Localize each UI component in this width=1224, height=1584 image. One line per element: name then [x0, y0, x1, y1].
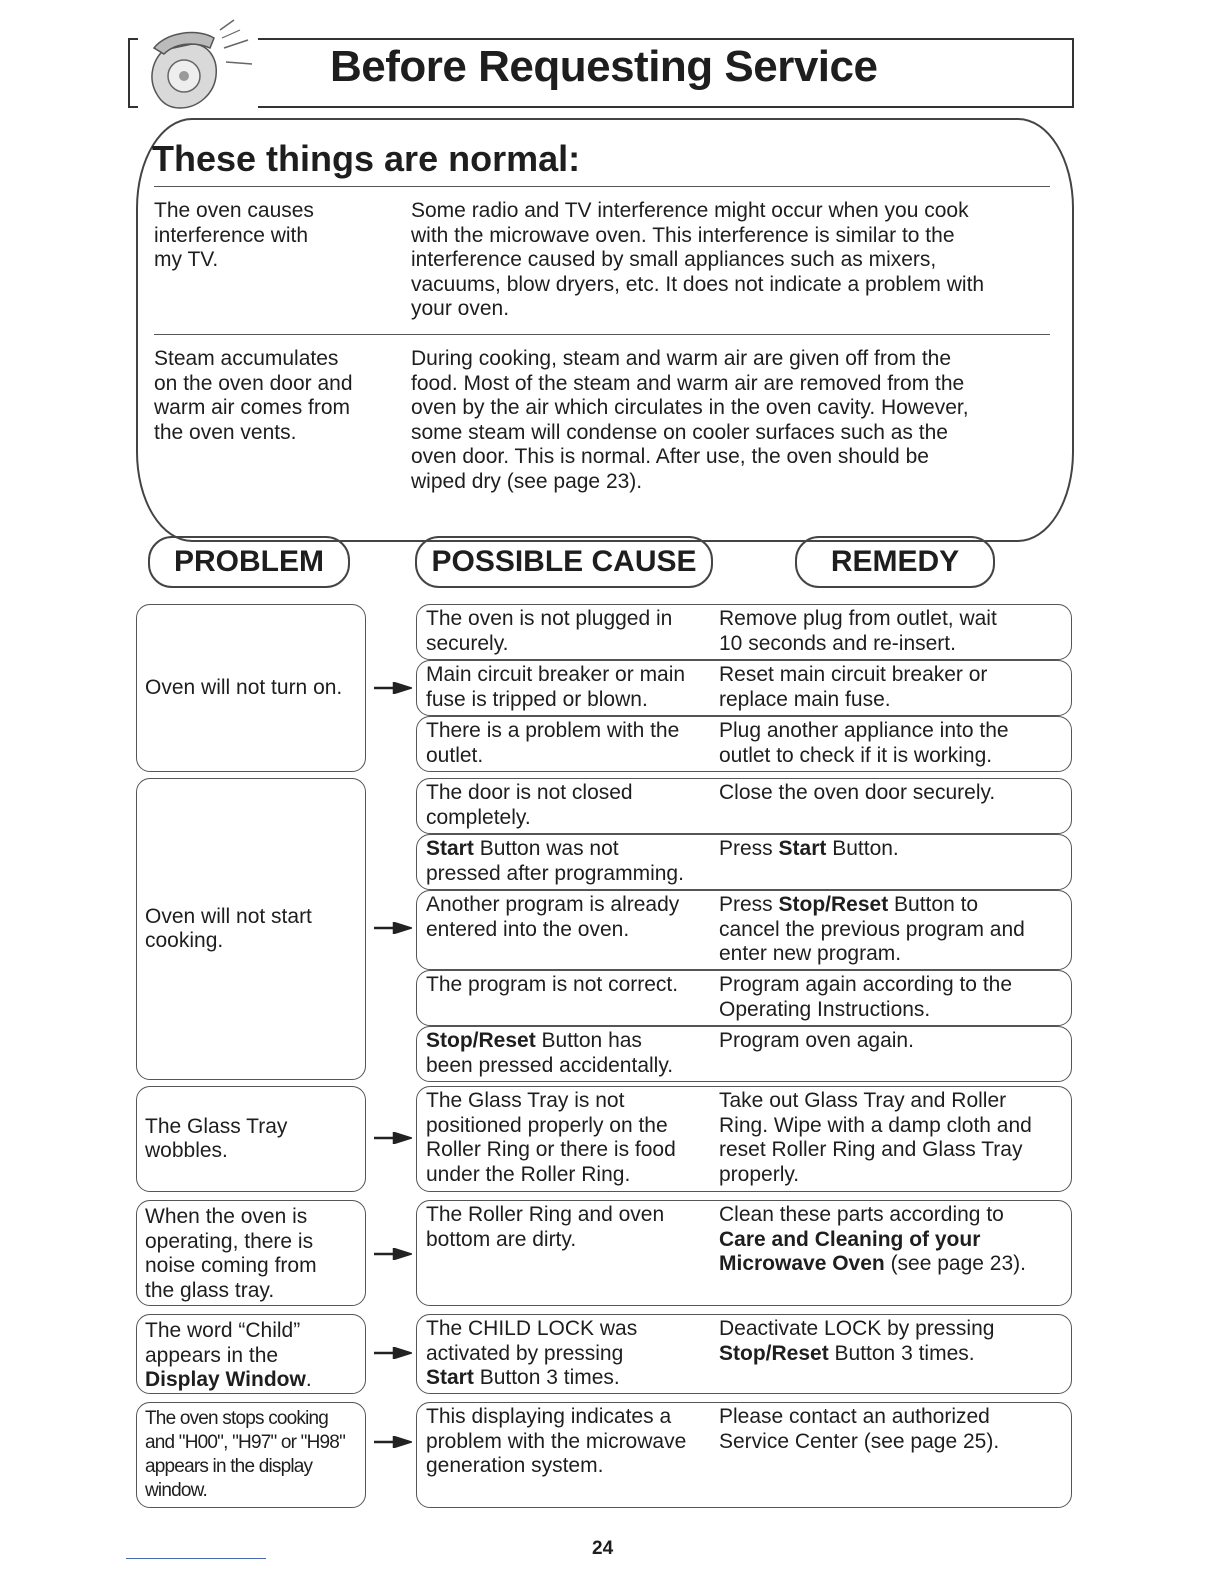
cause-remedy-row [416, 604, 1072, 660]
text-segment: completely. [426, 805, 531, 829]
arrow-right-icon [372, 1436, 412, 1448]
text-segment: The word “Child” [145, 1319, 301, 1342]
text-line [719, 1405, 1064, 1430]
text-segment: enter new program. [719, 942, 902, 965]
text-segment: Another program is already [426, 893, 680, 916]
text-line [426, 719, 711, 744]
text-line [426, 1405, 711, 1430]
text-line [145, 1368, 312, 1393]
text-line [719, 1138, 1064, 1163]
text-line [719, 1114, 1064, 1139]
cause-remedy-row [416, 778, 1072, 834]
remedy [719, 837, 1064, 862]
text-segment: been pressed accidentally. [426, 1053, 674, 1077]
text-line [426, 1054, 711, 1079]
remedy [719, 781, 1064, 806]
bold-term: Microwave Oven [719, 1252, 885, 1275]
page-title: Before Requesting Service [330, 42, 878, 91]
possible-cause [426, 1317, 711, 1391]
remedy [719, 719, 1064, 768]
bold-term: Stop/Reset [426, 1029, 536, 1052]
possible-cause [426, 663, 711, 712]
text-line [426, 1114, 711, 1139]
cause-remedy-row [416, 970, 1072, 1026]
text-segment: This displaying indicates a [426, 1405, 672, 1428]
text-line [719, 998, 1064, 1023]
cause-remedy-row [416, 1086, 1072, 1192]
remedy [719, 1405, 1064, 1454]
text-line [719, 1228, 1064, 1253]
text-line [719, 1029, 1064, 1054]
text-line [426, 1138, 711, 1163]
text-line [426, 1029, 711, 1054]
bold-term: Stop/Reset [719, 1341, 829, 1365]
bold-term: Start [426, 1366, 474, 1389]
cause-remedy-row [416, 834, 1072, 890]
text-line [426, 744, 711, 769]
possible-cause [426, 837, 711, 886]
text-line [719, 781, 1064, 806]
text-line [426, 1163, 711, 1188]
footer-line [126, 1558, 266, 1559]
text-segment: The Roller Ring and oven [426, 1203, 665, 1226]
remedy [719, 663, 1064, 712]
possible-cause [426, 893, 711, 942]
text-line [145, 1115, 287, 1140]
text-line [145, 1479, 345, 1503]
possible-cause [426, 1089, 711, 1187]
bold-term: Display Window [145, 1368, 306, 1391]
possible-cause [426, 719, 711, 768]
possible-cause [426, 973, 711, 998]
text-segment: and "H00", "H97" or "H98" [145, 1432, 346, 1453]
text-segment: Program again according to the [719, 973, 1013, 996]
text-segment: Button 3 times. [473, 1366, 620, 1389]
text-segment: positioned properly on the [426, 1113, 668, 1137]
text-segment: Press [719, 893, 779, 916]
problem-cell [136, 1086, 366, 1192]
text-segment: Service Center (see page 25). [719, 1429, 1000, 1453]
normal-explanation-2: During cooking, steam and warm air are given off from the food. Most of the steam and warm air are removed from the oven by the air which circulates in the oven cavity. However, some steam will condense on cooler surfaces such as the oven door. This is normal. After use, the oven should be wiped dry (see page 23). [411, 347, 969, 493]
text-segment: Clean these parts according to [719, 1203, 1004, 1226]
normal-issue-2: Steam accumulates on the oven door and warm air comes from the oven vents. [154, 347, 353, 444]
text-line [145, 1279, 317, 1304]
text-line [719, 607, 1064, 632]
text-line [145, 1431, 345, 1455]
text-segment: Close the oven door securely. [719, 781, 996, 804]
bold-term: Start [778, 837, 827, 860]
problem-cell [136, 604, 366, 772]
text-line [426, 632, 711, 657]
text-line [426, 781, 711, 806]
text-line [145, 1205, 317, 1230]
text-line [719, 1089, 1064, 1114]
text-line [426, 1366, 711, 1391]
text-line [145, 676, 342, 701]
text-line [145, 1319, 312, 1344]
text-segment: Oven will not start [145, 904, 312, 928]
possible-cause [426, 1203, 711, 1252]
text-line [426, 862, 711, 887]
text-segment: The oven is not plugged in [426, 607, 673, 630]
text-line [145, 1455, 345, 1479]
text-line [719, 663, 1064, 688]
text-segment: Remove plug from outlet, wait [719, 607, 997, 630]
text-segment: the glass tray. [145, 1278, 275, 1302]
text-line [145, 905, 312, 930]
text-line [426, 893, 711, 918]
remedy [719, 1317, 1064, 1366]
normal-explanation-1: Some radio and TV interference might occur when you cook with the microwave oven. This interference is similar to the interference caused by small appliances such as mixers, vacuums, blow dryers, etc. It does not indicate a problem with your oven. [411, 199, 985, 320]
divider [154, 186, 1050, 187]
column-header-cause: POSSIBLE CAUSE [415, 536, 713, 588]
remedy [719, 607, 1064, 656]
text-line [719, 744, 1064, 769]
text-segment: When the oven is [145, 1205, 308, 1228]
text-segment: generation system. [426, 1454, 604, 1477]
text-line [426, 837, 711, 862]
text-line [719, 1317, 1064, 1342]
text-segment: Button was not [473, 837, 619, 860]
cause-remedy-row [416, 716, 1072, 772]
text-line [719, 1430, 1064, 1455]
text-line [719, 1163, 1064, 1188]
arrow-right-icon [372, 922, 412, 934]
bold-term: Start [426, 837, 474, 860]
text-segment: pressed after programming. [426, 861, 684, 885]
text-line [145, 1230, 317, 1255]
cause-remedy-row [416, 1402, 1072, 1508]
problem-cell [136, 1314, 366, 1394]
text-segment: Button to [888, 893, 979, 916]
normal-section-title: These things are normal: [152, 138, 581, 179]
text-segment: cooking. [145, 929, 224, 952]
text-segment: Reset main circuit breaker or [719, 663, 988, 686]
text-segment: Roller Ring or there is food [426, 1138, 676, 1161]
text-segment: replace main fuse. [719, 687, 891, 711]
text-line [145, 1139, 287, 1164]
text-line [426, 918, 711, 943]
remedy [719, 1089, 1064, 1187]
text-line [426, 1317, 711, 1342]
text-segment: under the Roller Ring. [426, 1162, 631, 1186]
text-segment: Button 3 times. [828, 1341, 975, 1365]
text-segment: Press [719, 837, 779, 860]
text-segment: securely. [426, 631, 509, 655]
telephone-icon [136, 18, 256, 118]
text-line [719, 942, 1064, 967]
text-segment: . [305, 1368, 312, 1391]
text-segment: Program oven again. [719, 1029, 914, 1052]
remedy [719, 1203, 1064, 1277]
text-segment: problem with the microwave [426, 1429, 687, 1453]
text-line [719, 719, 1064, 744]
text-segment: Ring. Wipe with a damp cloth and [719, 1113, 1032, 1137]
text-line [719, 918, 1064, 943]
text-segment: Oven will not turn on. [145, 675, 343, 699]
cause-remedy-row [416, 1314, 1072, 1394]
bold-term: Care and Cleaning of your [719, 1227, 981, 1251]
text-line [426, 1203, 711, 1228]
text-segment: The CHILD LOCK was [426, 1317, 638, 1340]
text-line [719, 973, 1064, 998]
text-segment: properly. [719, 1162, 800, 1186]
text-line [426, 688, 711, 713]
text-segment: The Glass Tray [145, 1114, 288, 1138]
text-segment: outlet. [426, 743, 484, 767]
text-segment: Plug another appliance into the [719, 719, 1009, 742]
cause-remedy-row [416, 1026, 1072, 1082]
text-line [426, 607, 711, 632]
text-line [719, 1252, 1064, 1277]
text-line [426, 1454, 711, 1479]
cause-remedy-row [416, 660, 1072, 716]
text-line [145, 1344, 312, 1369]
page-number: 24 [592, 1538, 614, 1559]
text-segment: wobbles. [145, 1139, 228, 1162]
cause-remedy-row [416, 1200, 1072, 1306]
text-segment: cancel the previous program and [719, 917, 1025, 941]
text-segment: activated by pressing [426, 1341, 624, 1365]
column-header-problem: PROBLEM [148, 536, 350, 588]
text-line [426, 806, 711, 831]
possible-cause [426, 1405, 711, 1479]
text-segment: (see page 23). [884, 1252, 1026, 1275]
text-line [719, 1203, 1064, 1228]
text-segment: Deactivate LOCK by pressing [719, 1317, 995, 1340]
text-segment: The oven stops cooking [145, 1408, 329, 1429]
divider [154, 334, 1050, 335]
arrow-right-icon [372, 1347, 412, 1359]
text-line [426, 1089, 711, 1114]
problem-cell [136, 1200, 366, 1306]
remedy [719, 973, 1064, 1022]
arrow-right-icon [372, 1132, 412, 1144]
text-segment: operating, there is [145, 1229, 314, 1253]
arrow-right-icon [372, 682, 412, 694]
text-segment: 10 seconds and re-insert. [719, 631, 956, 655]
text-line [719, 688, 1064, 713]
text-line [426, 663, 711, 688]
text-line [719, 837, 1064, 862]
text-line [426, 973, 711, 998]
text-segment: Button has [535, 1029, 642, 1052]
remedy [719, 1029, 1064, 1054]
text-segment: noise coming from [145, 1254, 317, 1277]
problem-cell [136, 1402, 366, 1508]
arrow-right-icon [372, 1248, 412, 1260]
normal-issue-1: The oven causes interference with my TV. [154, 199, 314, 271]
column-header-remedy: REMEDY [795, 536, 995, 588]
text-segment: Button. [826, 837, 899, 860]
possible-cause [426, 1029, 711, 1078]
text-segment: outlet to check if it is working. [719, 743, 993, 767]
text-segment: The program is not correct. [426, 973, 679, 996]
text-segment: Please contact an authorized [719, 1405, 990, 1428]
text-segment: The door is not closed [426, 781, 633, 804]
bold-term: Stop/Reset [778, 893, 889, 916]
remedy [719, 893, 1064, 967]
text-line [719, 632, 1064, 657]
text-line [145, 1254, 317, 1279]
text-segment: The Glass Tray is not [426, 1089, 625, 1112]
text-line [426, 1430, 711, 1455]
text-segment: There is a problem with the [426, 719, 680, 742]
text-line [426, 1342, 711, 1367]
possible-cause [426, 607, 711, 656]
text-segment: reset Roller Ring and Glass Tray [719, 1138, 1023, 1161]
text-segment: appears in the display [145, 1456, 313, 1477]
text-segment: appears in the [145, 1343, 279, 1367]
possible-cause [426, 781, 711, 830]
problem-cell [136, 778, 366, 1080]
text-segment: Operating Instructions. [719, 997, 931, 1021]
text-segment: fuse is tripped or blown. [426, 687, 648, 711]
text-line [426, 1228, 711, 1253]
text-line [719, 893, 1064, 918]
cause-remedy-row [416, 890, 1072, 970]
text-segment: window. [145, 1480, 207, 1501]
text-line [719, 1342, 1064, 1367]
text-segment: Main circuit breaker or main [426, 663, 686, 686]
text-line [145, 929, 312, 954]
text-segment: entered into the oven. [426, 917, 630, 941]
text-line [145, 1407, 345, 1431]
text-segment: bottom are dirty. [426, 1227, 577, 1251]
text-segment: Take out Glass Tray and Roller [719, 1089, 1007, 1112]
